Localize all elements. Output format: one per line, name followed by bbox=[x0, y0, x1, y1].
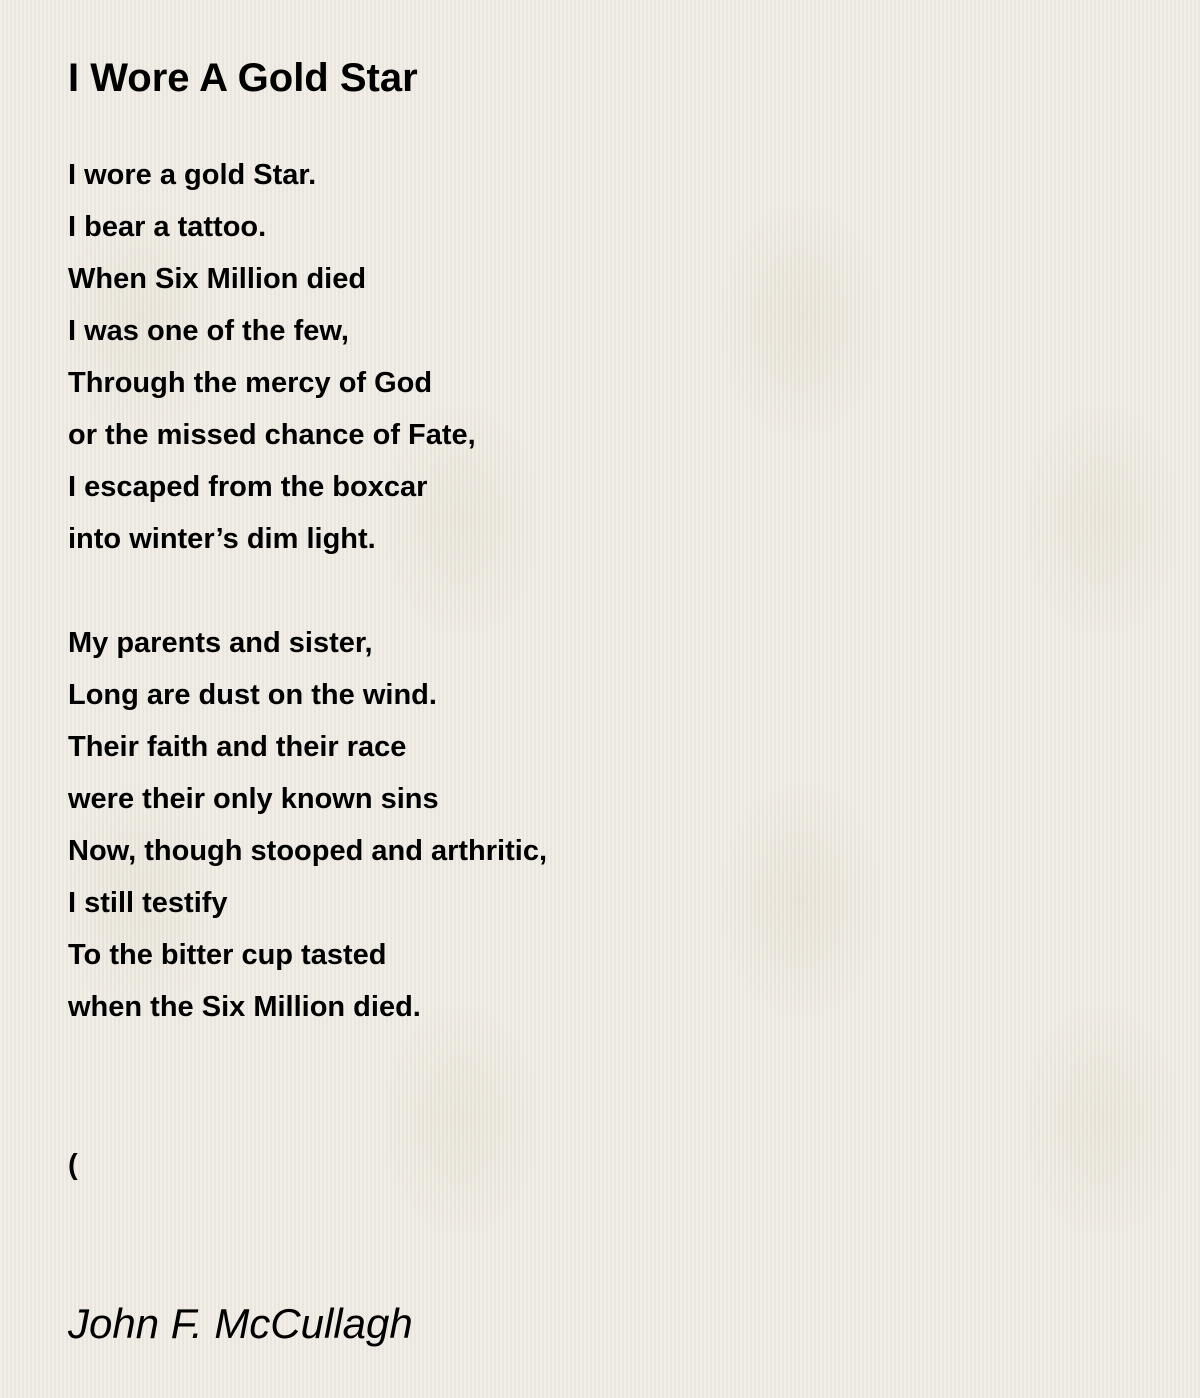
poem-line: Their faith and their race bbox=[68, 731, 407, 763]
trailing-text: ( bbox=[68, 1149, 78, 1181]
poem-line: when the Six Million died. bbox=[68, 991, 421, 1023]
poem-line: or the missed chance of Fate, bbox=[68, 419, 476, 451]
poem-author: John F. McCullagh bbox=[68, 1300, 413, 1347]
poem-line: Long are dust on the wind. bbox=[68, 679, 437, 711]
stanza-1 bbox=[68, 149, 1068, 565]
poem-title: I Wore A Gold Star bbox=[68, 56, 418, 100]
poem-line: were their only known sins bbox=[68, 783, 439, 815]
poem-body bbox=[68, 149, 1068, 1085]
poem-line: I escaped from the boxcar bbox=[68, 471, 428, 503]
stanza-2 bbox=[68, 617, 1068, 1033]
poem-line: I was one of the few, bbox=[68, 315, 349, 347]
poem-line: I wore a gold Star. bbox=[68, 159, 317, 191]
poem-line: into winter’s dim light. bbox=[68, 523, 376, 555]
poem-line: Through the mercy of God bbox=[68, 367, 433, 399]
poem-line: Now, though stooped and arthritic, bbox=[68, 835, 548, 867]
poem-line: To the bitter cup tasted bbox=[68, 939, 387, 971]
poem-line: My parents and sister, bbox=[68, 627, 373, 659]
poem-line: I still testify bbox=[68, 887, 228, 919]
poem-line: When Six Million died bbox=[68, 263, 367, 295]
poem-line: I bear a tattoo. bbox=[68, 211, 267, 243]
